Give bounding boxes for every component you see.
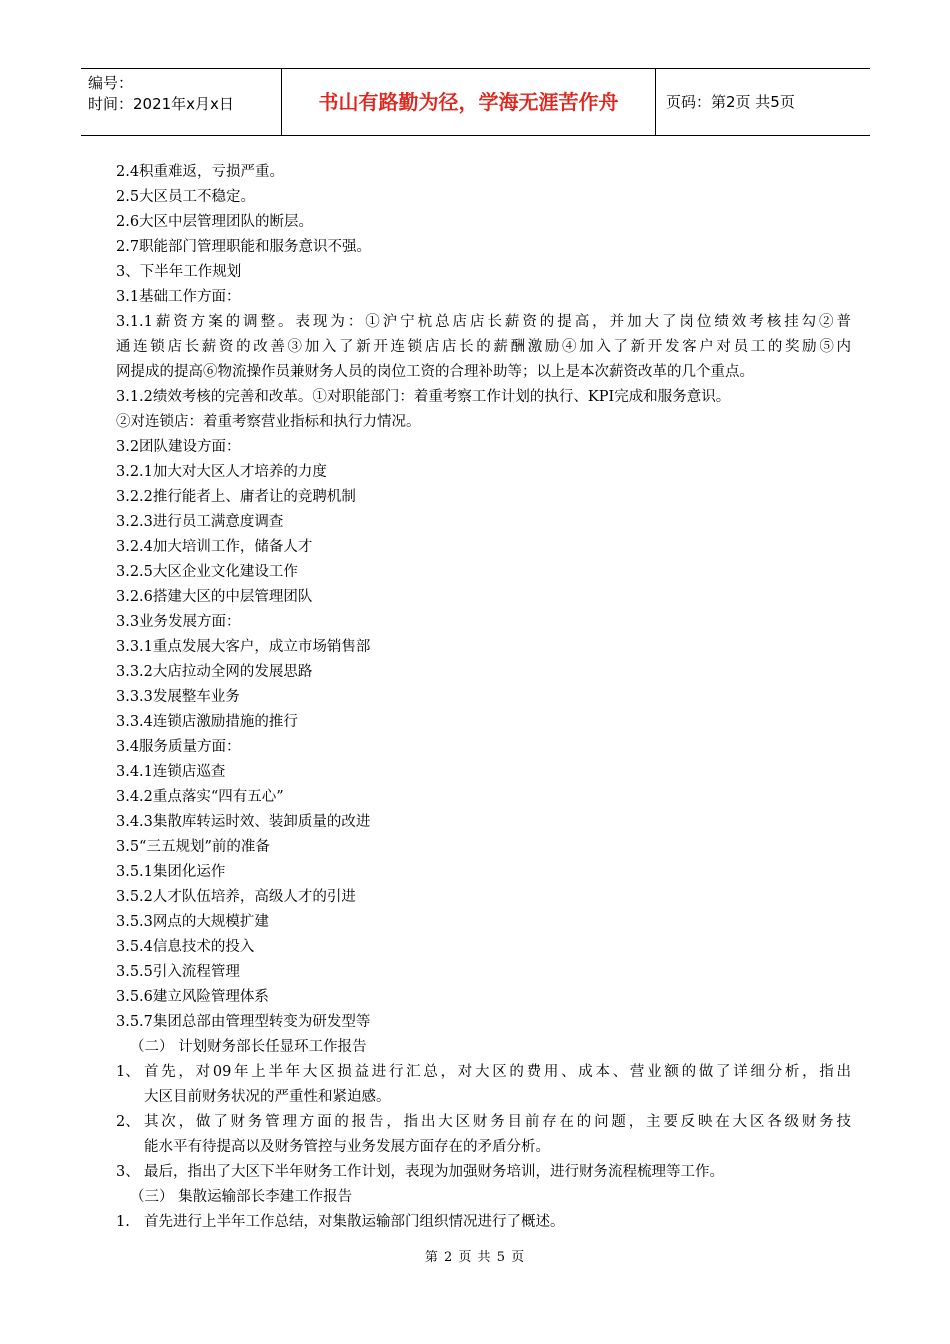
text-line: 3.3.3发展整车业务 <box>116 689 240 705</box>
text-line: 3.2团队建设方面： <box>116 439 241 455</box>
list-item-text: 最后，指出了大区下半年财务工作计划，表现为加强财务培训，进行财务流程梳理等工作。 <box>144 1164 724 1180</box>
list-number: 1、 <box>116 1064 140 1080</box>
text-line: 3.5.6建立风险管理体系 <box>116 989 269 1005</box>
list-number: 1. <box>116 1214 130 1230</box>
text-line: 3.1.2绩效考核的完善和改革。①对职能部门：着重考察工作计划的执行、KPI完成和服务意识。 <box>116 389 731 405</box>
text-line: 3.3.1重点发展大客户，成立市场销售部 <box>116 639 371 655</box>
text-line: 3.4.2重点落实“四有五心” <box>116 789 284 805</box>
text-line: 3.2.6搭建大区的中层管理团队 <box>116 589 313 605</box>
text-line: 2.7职能部门管理职能和服务意识不强。 <box>116 239 372 255</box>
text-line: 3.4.1连锁店巡查 <box>116 764 226 780</box>
header-meta <box>81 69 281 135</box>
text-line: 3.2.2推行能者上、庸者让的竞聘机制 <box>116 489 356 505</box>
section-heading: 3、下半年工作规划 <box>116 264 242 280</box>
list-item-continuation: 大区目前财务状况的严重性和紧迫感。 <box>144 1089 391 1105</box>
subsection-heading: （二） 计划财务部长任显环工作报告 <box>130 1039 367 1055</box>
text-line: 3.4.3集散库转运时效、装卸质量的改进 <box>116 814 371 830</box>
list-item-text: 首先，对09年上半年大区损益进行汇总，对大区的费用、成本、营业额的做了详细分析，指出 <box>144 1064 851 1080</box>
text-line: 3.4服务质量方面： <box>116 739 241 755</box>
list-item <box>116 1160 851 1185</box>
text-line: 3.2.4加大培训工作，储备人才 <box>116 539 313 555</box>
text-line: 3.1基础工作方面： <box>116 289 241 305</box>
list-item-text: 其次，做了财务管理方面的报告，指出大区财务目前存在的问题，主要反映在大区各级财务技 <box>144 1114 851 1130</box>
text-line: 3.1.1薪资方案的调整。表现为：①沪宁杭总店店长薪资的提高，并加大了岗位绩效考核挂勾②普 <box>116 314 851 330</box>
list-number: 2、 <box>116 1114 140 1130</box>
text-line: 网提成的提高⑥物流操作员兼财务人员的岗位工资的合理补助等；以上是本次薪资改革的几个重点。 <box>116 364 754 380</box>
page-header <box>81 68 870 136</box>
text-line: ②对连锁店：着重考察营业指标和执行力情况。 <box>116 414 421 430</box>
text-line: 通连锁店长薪资的改善③加入了新开连锁店店长的薪酬激励④加入了新开发客户对员工的奖励⑤内 <box>116 339 851 355</box>
document-body <box>116 160 851 1235</box>
date-label: 时间：2021年x月x日 <box>88 95 234 113</box>
page-footer: 第 2 页 共 5 页 <box>424 1250 526 1265</box>
subsection-heading: （三） 集散运输部长李建工作报告 <box>130 1189 353 1205</box>
header-page-label: 页码：第2页 共5页 <box>666 93 795 111</box>
list-item-text: 首先进行上半年工作总结，对集散运输部门组织情况进行了概述。 <box>144 1214 565 1230</box>
text-line: 3.5.2人才队伍培养，高级人才的引进 <box>116 889 356 905</box>
text-line: 3.2.5大区企业文化建设工作 <box>116 564 298 580</box>
list-item <box>116 1210 851 1235</box>
text-line: 3.5.4信息技术的投入 <box>116 939 255 955</box>
list-item <box>116 1060 851 1085</box>
text-line: 3.5“三五规划”前的准备 <box>116 839 270 855</box>
text-line: 3.2.1加大对大区人才培养的力度 <box>116 464 327 480</box>
number-label: 编号： <box>88 74 134 92</box>
text-line: 3.3.4连锁店激励措施的推行 <box>116 714 298 730</box>
header-motto: 书山有路勤为径，学海无涯苦作舟 <box>281 69 656 135</box>
text-line: 3.3业务发展方面： <box>116 614 241 630</box>
text-line: 3.3.2大店拉动全网的发展思路 <box>116 664 313 680</box>
list-item-continuation: 能水平有待提高以及财务管控与业务发展方面存在的矛盾分析。 <box>144 1139 550 1155</box>
text-line: 3.5.3网点的大规模扩建 <box>116 914 269 930</box>
text-line: 2.4积重难返，亏损严重。 <box>116 164 285 180</box>
list-item <box>116 1110 851 1135</box>
text-line: 2.5大区员工不稳定。 <box>116 189 256 205</box>
text-line: 3.5.5引入流程管理 <box>116 964 240 980</box>
text-line: 3.2.3进行员工满意度调查 <box>116 514 284 530</box>
text-line: 2.6大区中层管理团队的断层。 <box>116 214 314 230</box>
text-line: 3.5.1集团化运作 <box>116 864 226 880</box>
list-number: 3、 <box>116 1164 140 1180</box>
text-line: 3.5.7集团总部由管理型转变为研发型等 <box>116 1014 371 1030</box>
